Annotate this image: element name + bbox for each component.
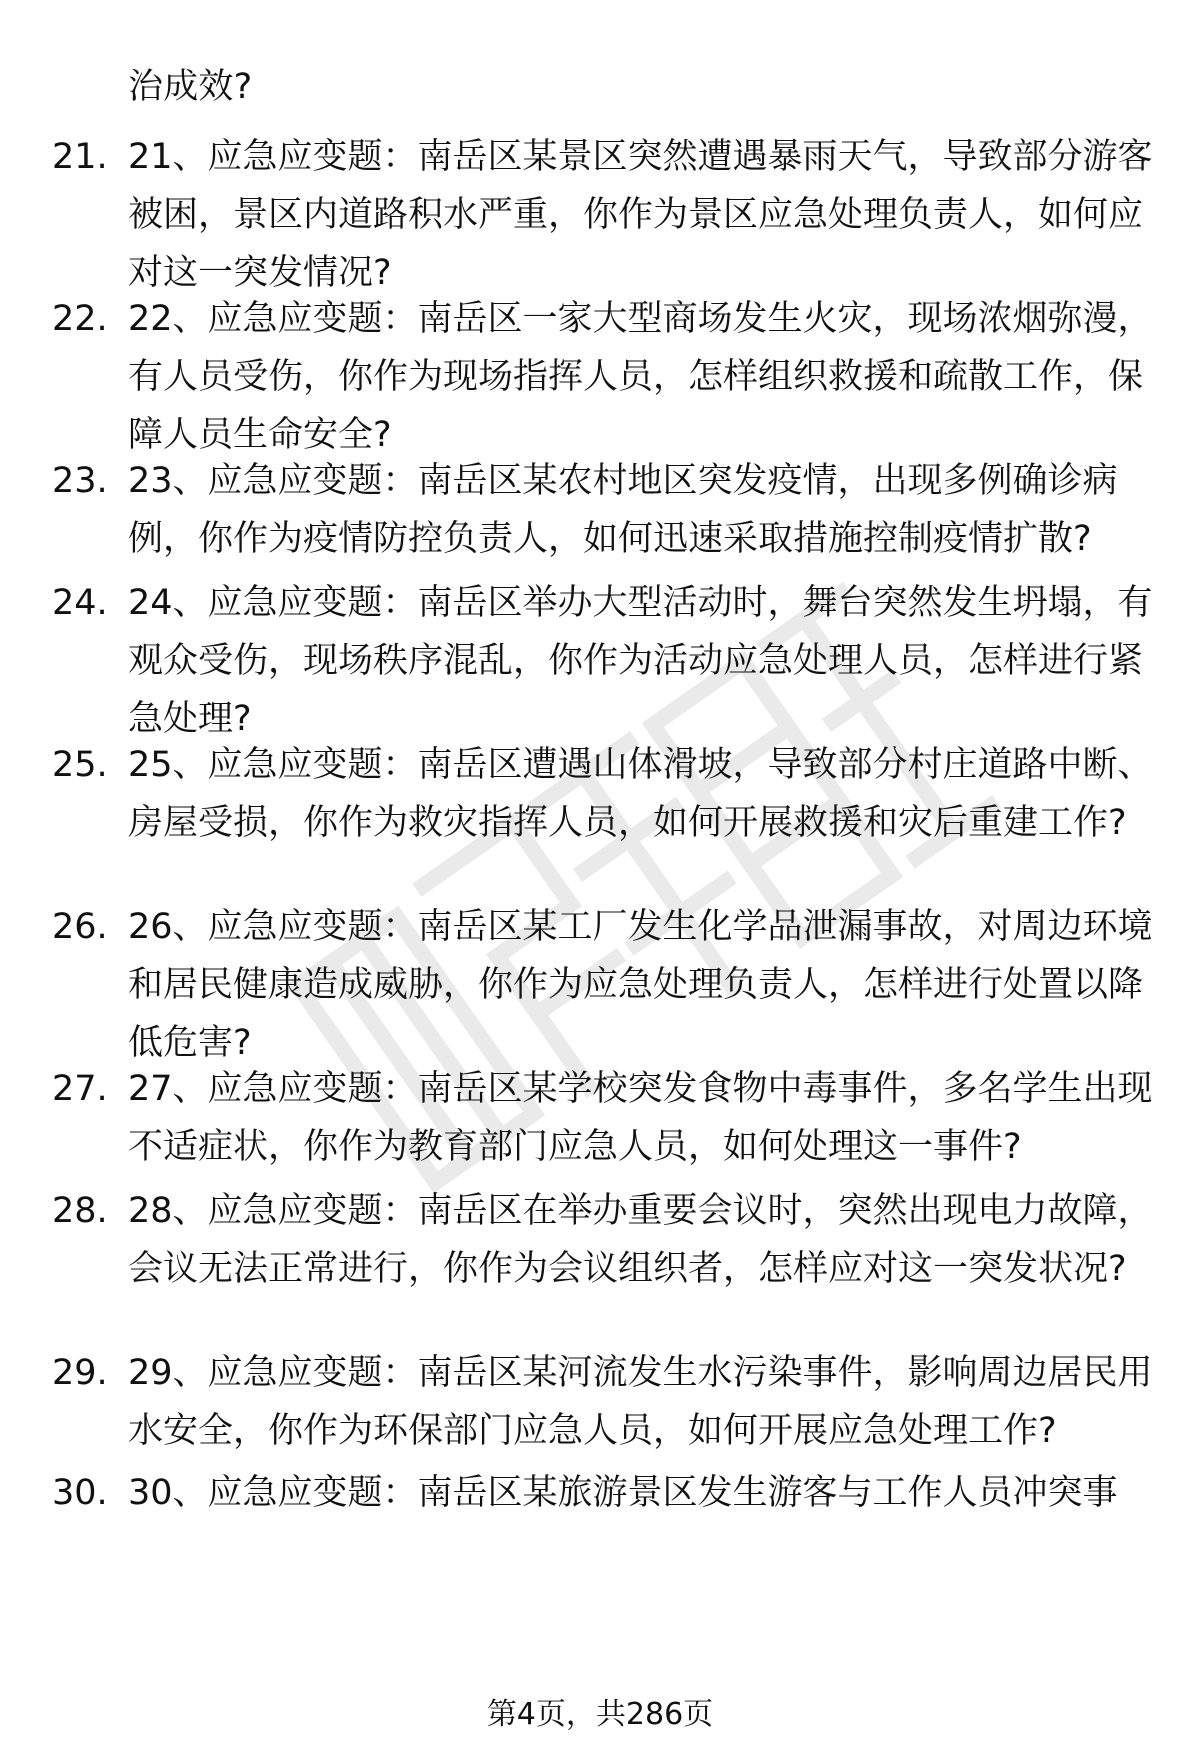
question-text: 24、应急应变题：南岳区举办大型活动时，舞台突然发生坍塌，有观众受伤，现场秩序混乱，你作为活动应急处理人员，怎样进行紧急处理? (128, 583, 1153, 739)
question-text: 21、应急应变题：南岳区某景区突然遭遇暴雨天气，导致部分游客被困，景区内道路积水严重，你作为景区应急处理负责人，如何应对这一突发情况? (128, 137, 1153, 293)
question-text: 28、应急应变题：南岳区在举办重要会议时，突然出现电力故障，会议无法正常进行，你作为会议组织者，怎样应对这一突发状况? (128, 1191, 1153, 1289)
question-text: 22、应急应变题：南岳区一家大型商场发生火灾，现场浓烟弥漫，有人员受伤，你作为现场指挥人员，怎样组织救援和疏散工作，保障人员生命安全? (128, 299, 1153, 455)
page-number-footer: 第4页，共286页 (486, 1697, 714, 1732)
carryover-question-text: 治成效? (128, 67, 253, 107)
question-text: 30、应急应变题：南岳区某旅游景区发生游客与工作人员冲突事 (128, 1473, 1118, 1513)
question-number: 25. (52, 745, 108, 785)
question-number: 22. (52, 299, 108, 339)
question-number: 30. (52, 1473, 108, 1513)
question-number: 29. (52, 1353, 108, 1393)
question-number: 27. (52, 1069, 108, 1109)
question-number: 21. (52, 137, 108, 177)
question-text: 27、应急应变题：南岳区某学校突发食物中毒事件，多名学生出现不适症状，你作为教育部门应急人员，如何处理这一事件? (128, 1069, 1153, 1167)
question-text: 29、应急应变题：南岳区某河流发生水污染事件，影响周边居民用水安全，你作为环保部门应急人员，如何开展应急处理工作? (128, 1353, 1153, 1451)
question-text: 26、应急应变题：南岳区某工厂发生化学品泄漏事故，对周边环境和居民健康造成威胁，你作为应急处理负责人，怎样进行处置以降低危害? (128, 907, 1153, 1063)
question-text: 25、应急应变题：南岳区遭遇山体滑坡，导致部分村庄道路中断、房屋受损，你作为救灾指挥人员，如何开展救援和灾后重建工作? (128, 745, 1153, 843)
question-number: 24. (52, 583, 108, 623)
question-number: 28. (52, 1191, 108, 1231)
question-text: 23、应急应变题：南岳区某农村地区突发疫情，出现多例确诊病例，你作为疫情防控负责人，如何迅速采取措施控制疫情扩散? (128, 461, 1118, 559)
question-number: 23. (52, 461, 108, 501)
question-number: 26. (52, 907, 108, 947)
